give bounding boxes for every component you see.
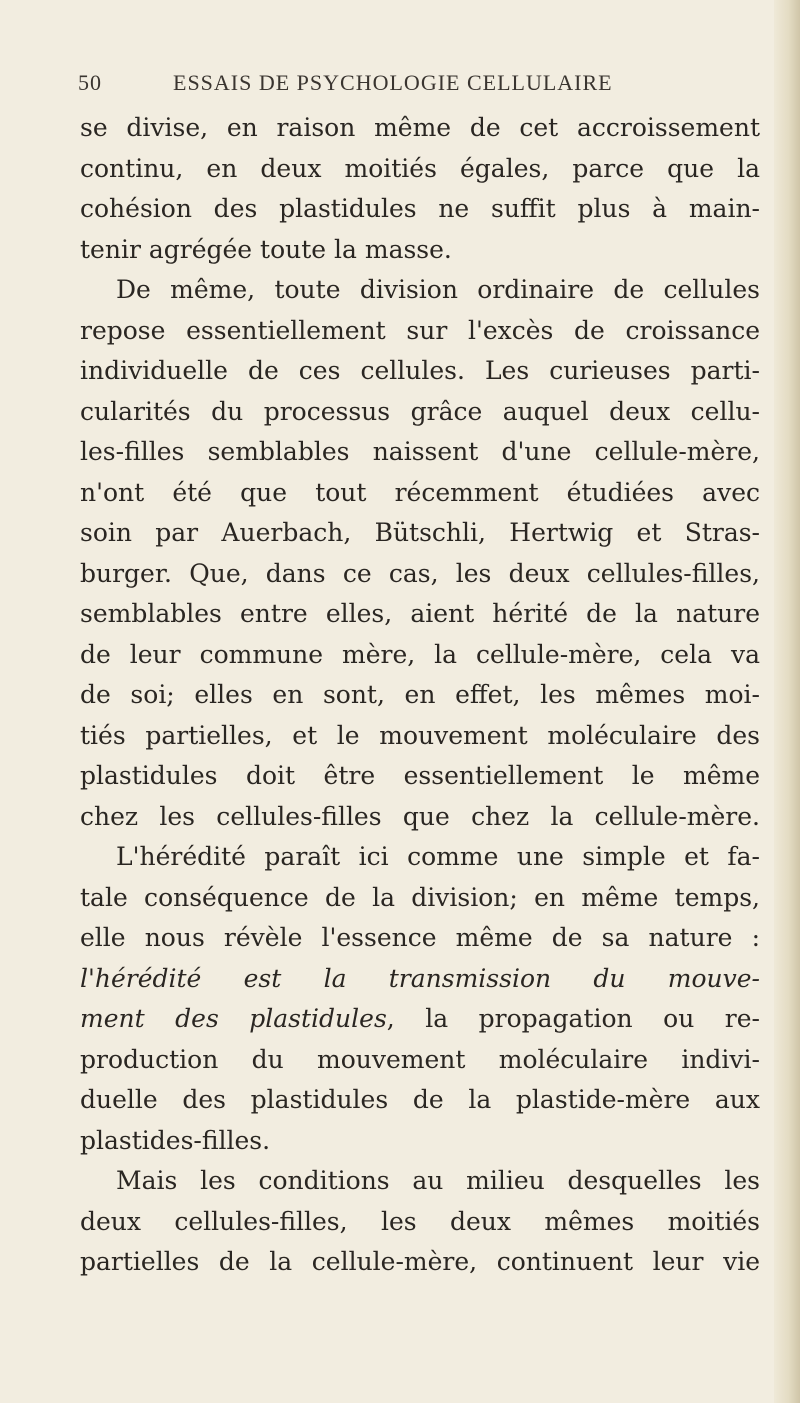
text-line-9: les-filles semblables naissent d'une cellule-mère, — [80, 437, 760, 466]
italic-fragment: ment des plastidules — [80, 1004, 387, 1033]
text-line-25: duelle des plastidules de la plastide-mère aux — [80, 1085, 760, 1114]
text-line-3: cohésion des plastidules ne suffit plus à main- — [80, 194, 760, 223]
text-line-21: elle nous révèle l'essence même de sa nature : — [80, 923, 760, 952]
text-line-5: De même, toute division ordinaire de cellules — [116, 275, 760, 304]
text-line-26: plastides-filles. — [80, 1125, 271, 1155]
text-line-7: individuelle de ces cellules. Les curieuses parti- — [80, 356, 760, 385]
text-line-11: soin par Auerbach, Bütschli, Hertwig et Stras- — [80, 518, 760, 547]
text-line-19: L'hérédité paraît ici comme une simple et fa- — [116, 842, 760, 871]
roman-fragment: , la propagation ou re- — [386, 1004, 760, 1033]
running-title: ESSAIS DE PSYCHOLOGIE CELLULAIRE — [173, 70, 613, 95]
text-line-6: repose essentiellement sur l'excès de croissance — [80, 315, 760, 345]
text-line-29: partielles de la cellule-mère, continuent leur vie — [80, 1247, 760, 1276]
page-edge-shadow — [774, 0, 800, 1403]
text-line-24: production du mouvement moléculaire indivi- — [80, 1044, 760, 1074]
text-line-28: deux cellules-filles, les deux mêmes moitiés — [80, 1206, 760, 1236]
text-line-1: se divise, en raison même de cet accroissement — [80, 113, 760, 142]
text-line-17: plastidules doit être essentiellement le même — [80, 761, 760, 790]
text-line-12: burger. Que, dans ce cas, les deux cellules-filles, — [80, 558, 760, 588]
text-line-10: n'ont été que tout récemment étudiées avec — [80, 477, 760, 507]
text-line-14: de leur commune mère, la cellule-mère, cela va — [80, 639, 760, 669]
text-line-23 — [80, 999, 760, 1040]
text-line-8: cularités du processus grâce auquel deux cellu- — [80, 396, 760, 426]
body-text — [80, 108, 760, 1283]
text-line-4: tenir agrégée toute la masse. — [80, 234, 452, 264]
text-line-18: chez les cellules-filles que chez la cellule-mère. — [80, 801, 760, 831]
text-line-13: semblables entre elles, aient hérité de la nature — [80, 599, 760, 628]
text-line-16: tiés partielles, et le mouvement moléculaire des — [80, 720, 760, 750]
page-number: 50 — [78, 70, 102, 95]
text-line-22-italic: l'hérédité est la transmission du mouve- — [80, 963, 760, 993]
text-line-20: tale conséquence de la division; en même temps, — [80, 882, 760, 912]
running-head — [78, 64, 758, 98]
text-line-15: de soi; elles en sont, en effet, les mêmes moi- — [80, 680, 760, 709]
text-line-2: continu, en deux moitiés égales, parce que la — [80, 153, 760, 183]
text-line-27: Mais les conditions au milieu desquelles les — [116, 1166, 760, 1195]
